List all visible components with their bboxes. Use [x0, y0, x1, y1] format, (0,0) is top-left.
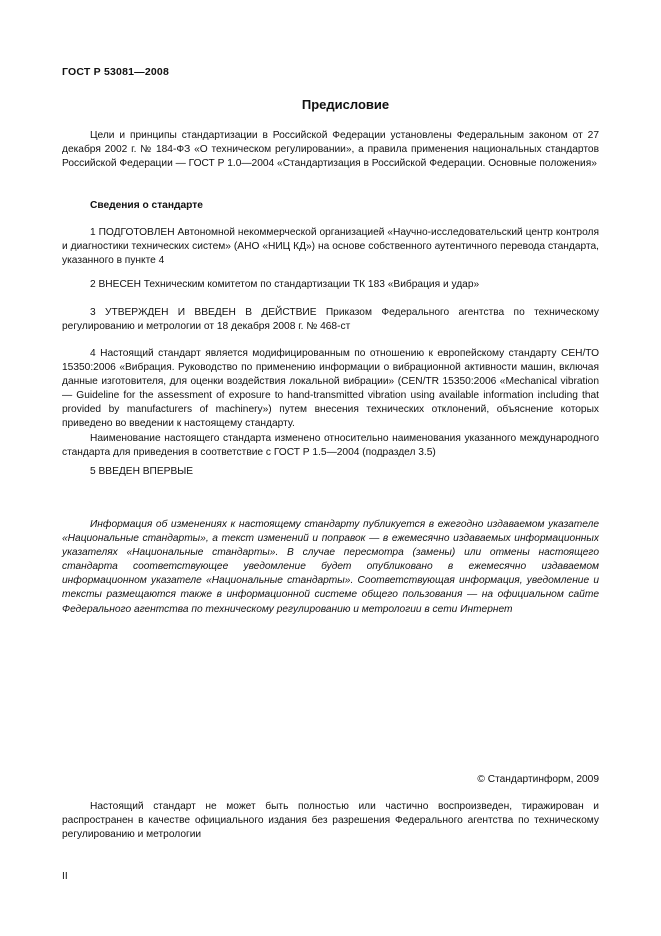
reproduction-notice	[62, 800, 599, 842]
item-2	[62, 278, 599, 292]
item-5-text: 5 ВВЕДЕН ВПЕРВЫЕ	[90, 466, 194, 477]
intro-paragraph	[62, 129, 599, 171]
section-heading-block	[62, 199, 599, 213]
item-5	[62, 465, 599, 479]
item-4-name-note: Наименование настоящего стандарта изменено относительно наименования указанного международного стандарта для приведения в соответствие с ГОСТ Р 1.5—2004 (подраздел 3.5)	[62, 432, 599, 458]
item-1	[62, 226, 599, 268]
item-3-text: 3 УТВЕРЖДЕН И ВВЕДЕН В ДЕЙСТВИЕ Приказом Федерального агентства по техническому регулированию и метрологии от 18 декабря 2008 г. № 468-ст	[62, 307, 599, 333]
item-3	[62, 306, 599, 334]
document-code: ГОСТ Р 53081—2008	[62, 66, 170, 78]
reproduction-notice-text: Настоящий стандарт не может быть полностью или частично воспроизведен, тиражирован и распространен в качестве официального издания без разрешения Федерального агентства по техническому регулированию и метрологии	[62, 801, 599, 841]
item-1-text: 1 ПОДГОТОВЛЕН Автономной некоммерческой организацией «Научно-исследовательский центр контроля и диагностики технических систем» (АНО «НИЦ КД») на основе собственного аутентичного перевода стандарта, указанного в пункте 4	[62, 227, 599, 267]
item-4	[62, 347, 599, 460]
notice-paragraph	[62, 518, 599, 617]
item-2-text: 2 ВНЕСЕН Техническим комитетом по стандартизации ТК 183 «Вибрация и удар»	[90, 279, 480, 290]
item-4-text: 4 Настоящий стандарт является модифицированным по отношению к европейскому стандарту СЕН/ТО 15350:2006 «Вибрация. Руководство по применению информации о вибрационной активности машин, включая данные изготовителя, для оценки воздействия локальной вибрации» (CEN/TR 15350:2006 «Mechanical vibration — Guideline for the assessment of exposure to hand-transmitted vibration using available information including that provided by manufacturers of machinery») путем внесения технических отклонений, объяснение которых приведено во введении к настоящему стандарту.	[62, 348, 599, 430]
page-number: II	[62, 871, 68, 882]
copyright: © Стандартинформ, 2009	[477, 774, 599, 785]
section-heading: Сведения о стандарте	[90, 200, 203, 211]
page-title: Предисловие	[301, 97, 390, 112]
notice-text: Информация об изменениях к настоящему стандарту публикуется в ежегодно издаваемом указателе «Национальные стандарты», а текст изменений и поправок — в ежемесячно издаваемых информационных указателях «Национальные стандарты». В случае пересмотра (замены) или отмены настоящего стандарта соответствующее уведомление будет опубликовано в ежемесячно издаваемом информационном указателе «Национальные стандарты». Соответствующая информация, уведомление и тексты размещаются также в информационной системе общего пользования — на официальном сайте Федерального агентства по техническому регулированию и метрологии в сети Интернет	[62, 519, 599, 615]
intro-text: Цели и принципы стандартизации в Российской Федерации установлены Федеральным законом от 27 декабря 2002 г. № 184-ФЗ «О техническом регулировании», а правила применения национальных стандартов Российской Федерации — ГОСТ Р 1.0—2004 «Стандартизация в Российской Федерации. Основные положения»	[62, 130, 599, 170]
